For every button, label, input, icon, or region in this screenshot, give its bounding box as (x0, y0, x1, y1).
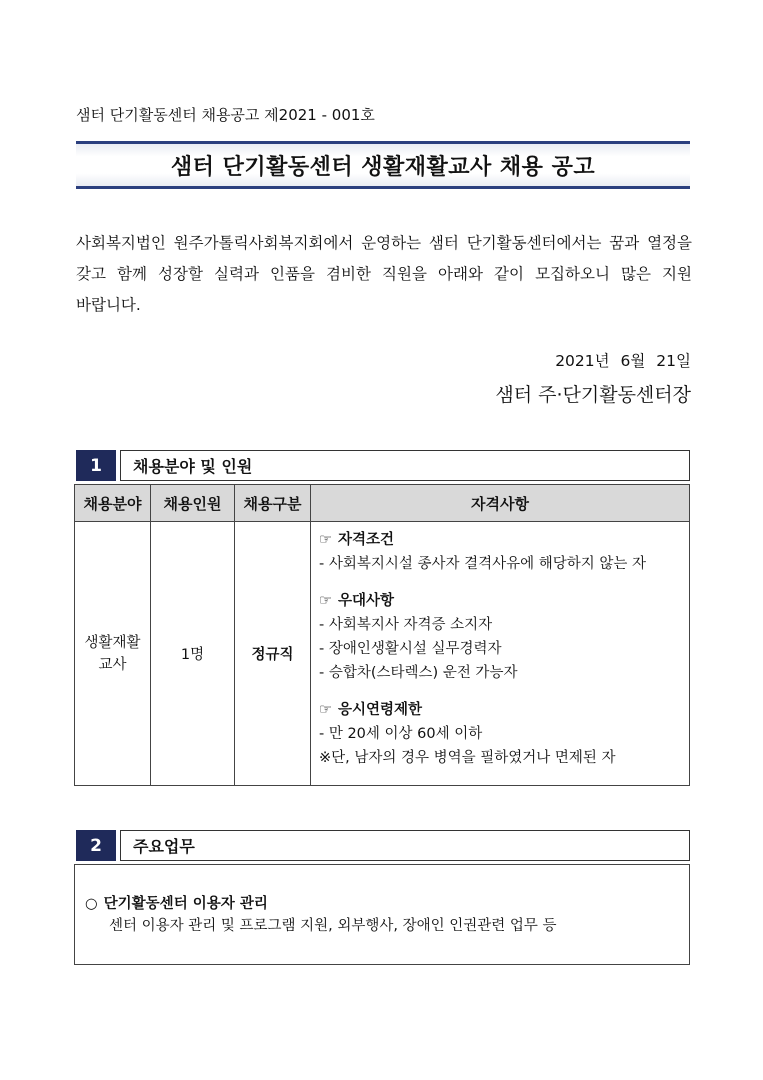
duty-description: 센터 이용자 관리 및 프로그램 지원, 외부행사, 장애인 인권관련 업무 등 (109, 918, 557, 934)
list-item: - 사회복지시설 종사자 결격사유에 해당하지 않는 자 (319, 556, 647, 572)
column-header: 채용구분 (235, 485, 311, 522)
field-value: 생활재활교사 (84, 634, 141, 673)
list-item: - 사회복지사 자격증 소지자 (319, 617, 493, 633)
duty-title: 단기활동센터 이용자 관리 (103, 896, 268, 912)
age-limit-title: 응시연령제한 (338, 702, 423, 718)
duty-heading (85, 893, 675, 915)
list-item: ※단, 남자의 경우 병역을 필하였거나 면제된 자 (319, 750, 616, 766)
conditions-heading (319, 528, 683, 552)
pointing-hand-icon: ☞ (319, 532, 332, 548)
column-header: 채용인원 (151, 485, 235, 522)
pointing-hand-icon: ☞ (319, 593, 332, 609)
conditions-title: 자격조건 (338, 532, 395, 548)
section-2-title: 주요업무 (120, 830, 690, 861)
duties-box (74, 864, 690, 965)
section-2-header (76, 830, 690, 861)
section-1-header (76, 450, 690, 481)
field-cell (75, 522, 151, 786)
list-item: - 장애인생활시설 실무경력자 (319, 641, 502, 657)
preferences-title: 우대사항 (338, 593, 395, 609)
age-limit-heading (319, 698, 683, 722)
page-title: 샘터 단기활동센터 생활재활교사 채용 공고 (170, 154, 596, 180)
recruitment-table (74, 484, 690, 786)
circle-bullet-icon: ○ (85, 896, 98, 912)
section-1-number: 1 (76, 450, 116, 481)
title-banner (76, 141, 690, 189)
qualifications-cell (311, 522, 690, 786)
type-cell: 정규직 (235, 522, 311, 786)
count-cell: 1명 (151, 522, 235, 786)
section-1-title: 채용분야 및 인원 (120, 450, 690, 481)
section-2-number: 2 (76, 830, 116, 861)
list-item: - 만 20세 이상 60세 이하 (319, 726, 483, 742)
announcement-date: 2021년 6월 21일 (555, 352, 691, 370)
table-header-row (75, 485, 690, 522)
notice-number: 샘터 단기활동센터 채용공고 제2021 - 001호 (76, 106, 375, 124)
column-header: 채용분야 (75, 485, 151, 522)
preferences-heading (319, 589, 683, 613)
pointing-hand-icon: ☞ (319, 702, 332, 718)
intro-paragraph: 사회복지법인 원주가톨릭사회복지회에서 운영하는 샘터 단기활동센터에서는 꿈과 열정을 갖고 함께 성장할 실력과 인품을 겸비한 직원을 아래와 같이 모집하오니 많은 지원 바랍니다. (76, 234, 692, 314)
list-item: - 승합차(스타렉스) 운전 가능자 (319, 665, 518, 681)
signature: 샘터 주·단기활동센터장 (495, 384, 691, 406)
table-row (75, 522, 690, 786)
column-header: 자격사항 (311, 485, 690, 522)
